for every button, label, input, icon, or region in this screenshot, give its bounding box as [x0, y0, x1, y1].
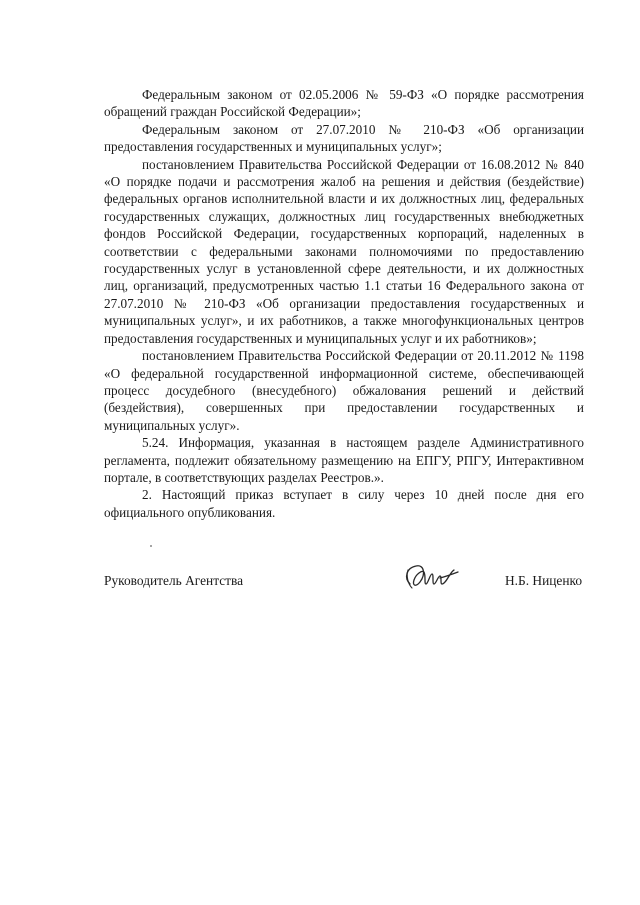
paragraph-5-24: 5.24. Информация, указанная в настоящем разделе Административного регламента, подлежит обязательному размещению на ЕПГУ, РПГУ, Интерактивном портале, в соответствующих разделах Реестров.». [104, 435, 584, 485]
paragraph-resolution-1198: постановлением Правительства Российской Федерации от 20.11.2012 № 1198 «О федеральной государственной информационной системе, обеспечивающей процесс досудебного (внесудебного) обжалования решений и действий (бездействия), совершенных при предоставлении государственных и муниципальных услуг». [104, 348, 584, 433]
signatory-title: Руководитель Агентства [104, 573, 244, 588]
paragraph-law-210fz: Федеральным законом от 27.07.2010 № 210-ФЗ «Об организации предоставления государственных и муниципальных услуг»; [104, 121, 584, 155]
paragraph-law-59fz: Федеральным законом от 02.05.2006 № 59-ФЗ «О порядке рассмотрения обращений граждан Российской Федерации»; [104, 87, 584, 120]
paragraph-resolution-840: постановлением Правительства Российской Федерации от 16.08.2012 № 840 «О порядке подачи и рассмотрения жалоб на решения и действия (бездействие) федеральных органов исполнительной власти и их должностных лиц, федеральных государственных служащих, должностных лиц государственных внебюджетных фондов Российской Федерации, государственных корпораций, наделенных в соответствии с федеральными законами полномочиями по предоставлению государственных услуг в установленной сфере деятельности, и их должностных лиц, организаций, предусмотренных частью 1.1 статьи 16 Федерального закона от 27.07.2010 № 210-ФЗ «Об организации предоставления государственных и муниципальных услуг», и их работников, а также многофункциональных центров предоставления государственных и муниципальных услуг и их работников»; [104, 156, 584, 346]
handwritten-signature [400, 560, 462, 594]
signatory-name: Н.Б. Ниценко [505, 573, 583, 588]
paragraph-order-effective: 2. Настоящий приказ вступает в силу через 10 дней после дня его официального опубликования. [104, 487, 584, 520]
order-text-block [104, 86, 584, 521]
scan-speck [150, 545, 152, 547]
